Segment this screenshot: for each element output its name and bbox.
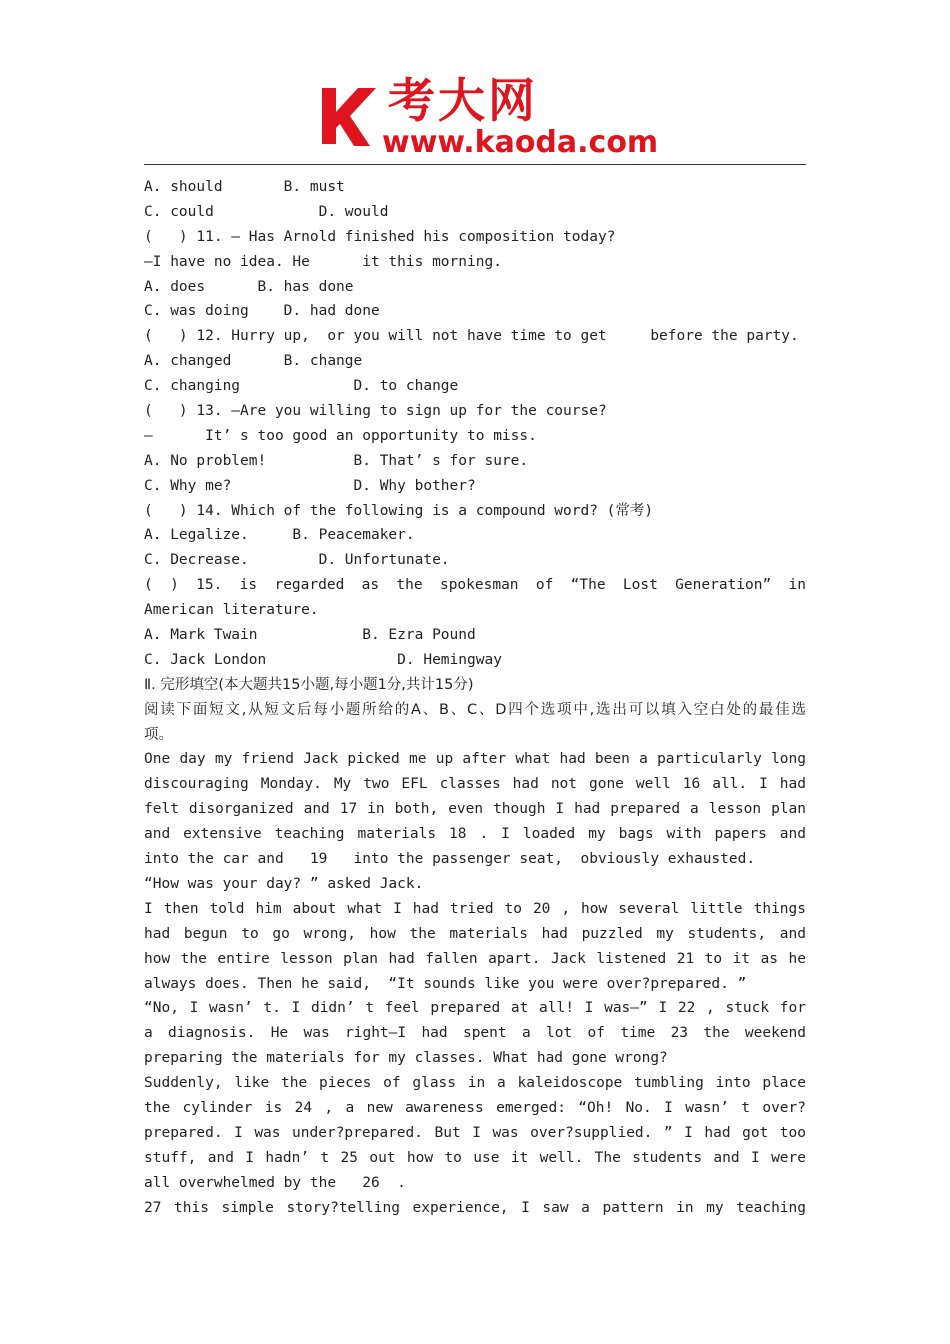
text-line: ( ) 14. Which of the following is a compound word? (常考) xyxy=(144,502,654,519)
text-line: C. Decrease. D. Unfortunate. xyxy=(144,552,450,569)
text-line: prepared. I was under?prepared. But I was over?supplied. ” I had got too xyxy=(144,1124,806,1141)
text-line: 27 this simple story?telling experience, I saw a pattern in my teaching xyxy=(144,1199,806,1216)
text-line: One day my friend Jack picked me up after what had been a particularly long xyxy=(144,751,806,768)
text-line: stuff, and I hadn’ t 25 out how to use it well. The students and I were xyxy=(144,1149,806,1166)
text-line: A. Legalize. B. Peacemaker. xyxy=(144,527,415,544)
text-line: into the car and 19 into the passenger seat, obviously exhausted. xyxy=(144,851,756,868)
text-line: C. Why me? D. Why bother? xyxy=(144,477,476,494)
text-line: how the entire lesson plan had fallen apart. Jack listened 21 to it as he xyxy=(144,950,806,967)
text-line: C. was doing D. had done xyxy=(144,303,380,320)
logo-chinese-text: 考大网 xyxy=(388,74,538,129)
text-line: “No, I wasn’ t. I didn’ t feel prepared at all! I was—” I 22 , stuck for xyxy=(144,1000,806,1017)
text-line: always does. Then he said, “It sounds like you were over?prepared. ” xyxy=(144,975,747,992)
text-line: ( ) 13. —Are you willing to sign up for the course? xyxy=(144,403,607,420)
text-line: Suddenly, like the pieces of glass in a kaleidoscope tumbling into place xyxy=(144,1075,806,1092)
text-line: C. could D. would xyxy=(144,203,389,220)
text-line: felt disorganized and 17 in both, even though I had prepared a lesson plan xyxy=(144,801,806,818)
page-header xyxy=(0,0,950,170)
text-line: C. changing D. to change xyxy=(144,378,459,395)
logo-url-text: www.kaoda.com xyxy=(382,125,659,160)
text-line: 阅读下面短文,从短文后每小题所给的A、B、C、D四个选项中,选出可以填入空白处的最佳选 xyxy=(144,701,806,718)
text-line: A. does B. has done xyxy=(144,278,354,295)
text-line: A. changed B. change xyxy=(144,353,363,370)
text-line: ( ) 15. is regarded as the spokesman of “The Lost Generation” in xyxy=(144,577,806,594)
text-line: and extensive teaching materials 18 . I loaded my bags with papers and xyxy=(144,826,806,843)
text-line: Ⅱ. 完形填空(本大题共15小题,每小题1分,共计15分) xyxy=(144,676,474,693)
text-line: “How was your day? ” asked Jack. xyxy=(144,875,424,892)
text-line: the cylinder is 24 , a new awareness emerged: “Oh! No. I wasn’ t over? xyxy=(144,1099,806,1116)
text-line: A. Mark Twain B. Ezra Pound xyxy=(144,627,476,644)
text-line: A. should B. must xyxy=(144,179,345,195)
document-body xyxy=(144,175,806,1220)
text-line: ( ) 12. Hurry up, or you will not have time to get before the party. xyxy=(144,328,799,345)
text-line: C. Jack London D. Hemingway xyxy=(144,651,502,668)
text-line: ( ) 11. — Has Arnold finished his composition today? xyxy=(144,228,616,245)
header-divider xyxy=(144,164,806,165)
text-line: had begun to go wrong, how the materials had puzzled my students, and xyxy=(144,925,806,942)
text-line: American literature. xyxy=(144,602,319,619)
text-line: A. No problem! B. That’ s for sure. xyxy=(144,452,529,469)
text-line: a diagnosis. He was right—I had spent a lot of time 23 the weekend xyxy=(144,1025,806,1042)
text-line: discouraging Monday. My two EFL classes had not gone well 16 all. I had xyxy=(144,776,806,793)
text-line: I then told him about what I had tried to 20 , how several little things xyxy=(144,900,806,917)
text-line: all overwhelmed by the 26 . xyxy=(144,1174,406,1191)
text-line: preparing the materials for my classes. What had gone wrong? xyxy=(144,1050,668,1067)
text-line: —I have no idea. He it this morning. xyxy=(144,253,502,270)
text-line: — It’ s too good an opportunity to miss. xyxy=(144,427,537,444)
logo-k-icon xyxy=(318,82,382,152)
text-line: 项。 xyxy=(144,726,173,743)
